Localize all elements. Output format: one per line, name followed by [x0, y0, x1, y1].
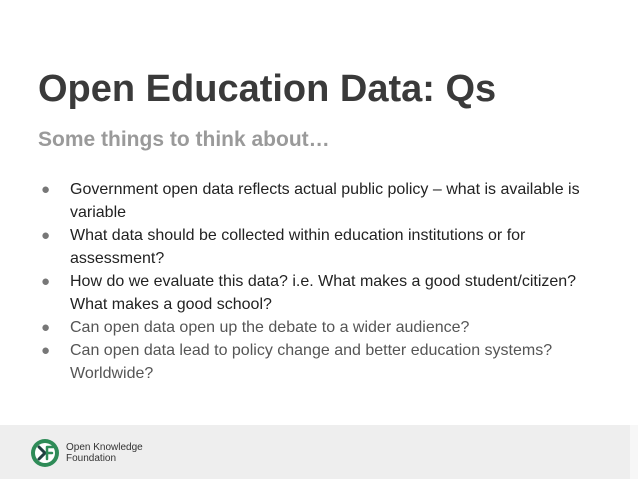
bullet-list [38, 178, 598, 385]
bullet-icon: ● [41, 227, 51, 244]
open-knowledge-foundation-logo-icon [30, 438, 60, 468]
footer-edge [630, 425, 638, 479]
bullet-text: Can open data open up the debate to a wider audience? [70, 319, 470, 336]
slide-footer [0, 425, 638, 479]
slide-title: Open Education Data: Qs [38, 68, 497, 110]
bullet-item [38, 339, 598, 385]
bullet-icon: ● [41, 181, 51, 198]
bullet-item [38, 224, 598, 270]
bullet-text: Can open data lead to policy change and better education systems? Worldwide? [70, 342, 553, 382]
bullet-text: Government open data reflects actual public policy – what is available is variable [70, 181, 580, 221]
bullet-icon: ● [41, 342, 51, 359]
bullet-text: What data should be collected within education institutions or for assessment? [70, 227, 526, 267]
bullet-icon: ● [41, 319, 51, 336]
bullet-text: How do we evaluate this data? i.e. What makes a good student/citizen? What makes a good school? [70, 273, 577, 313]
logo-line-1: Open Knowledge [66, 442, 143, 453]
logo-wordmark [66, 442, 143, 464]
bullet-icon: ● [41, 273, 51, 290]
bullet-item [38, 316, 598, 339]
logo-line-2: Foundation [66, 453, 117, 464]
slide-subtitle: Some things to think about… [38, 128, 330, 151]
bullet-item [38, 178, 598, 224]
bullet-item [38, 270, 598, 316]
